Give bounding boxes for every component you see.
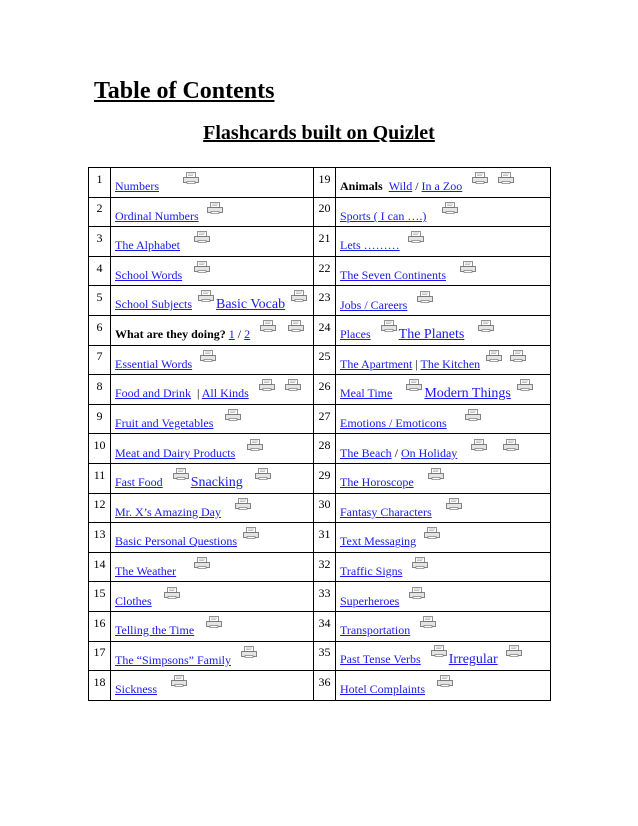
topic-number — [314, 434, 336, 464]
topic-number — [314, 641, 336, 671]
print-icon[interactable] — [431, 645, 447, 657]
topic-number — [314, 582, 336, 612]
table-row — [89, 286, 551, 316]
topic-number — [314, 197, 336, 227]
topic-link-text-messaging[interactable]: Text Messaging — [340, 534, 417, 549]
topic-cell-content — [115, 475, 273, 489]
topic-number — [314, 404, 336, 434]
table-row — [89, 256, 551, 286]
print-icon[interactable] — [259, 379, 275, 391]
topic-cell — [336, 227, 551, 257]
table-row — [89, 493, 551, 523]
topic-cell-content — [115, 534, 261, 548]
topic-cell-content — [340, 386, 535, 400]
topic-number — [89, 463, 111, 493]
topic-number — [89, 345, 111, 375]
topic-cell-content — [340, 268, 478, 282]
topic-link-the-kitchen[interactable]: The Kitchen — [420, 356, 481, 371]
topic-link-1[interactable]: 1 — [228, 327, 235, 342]
topic-link-hotel-complaints[interactable]: Hotel Complaints — [340, 682, 425, 697]
topic-number-text: 11 — [93, 467, 106, 482]
topic-number — [89, 611, 111, 641]
topic-link-transportation[interactable]: Transportation — [340, 623, 411, 638]
print-icon[interactable] — [225, 409, 241, 421]
topic-link-places[interactable]: Places — [340, 326, 371, 341]
topic-link-basic-personal-questions[interactable]: Basic Personal Questions — [115, 534, 237, 549]
topic-number-text: 6 — [96, 319, 103, 334]
topic-cell — [336, 582, 551, 612]
topic-number-text: 4 — [96, 260, 103, 275]
topic-number-text: 7 — [96, 349, 103, 364]
topic-cell-content — [115, 594, 182, 608]
topic-cell-content — [115, 682, 189, 696]
topic-cell-content — [115, 209, 225, 223]
topic-cell — [111, 434, 314, 464]
topic-number-text: 8 — [96, 378, 103, 393]
print-icon[interactable] — [194, 231, 210, 243]
separator-text: / — [234, 327, 245, 342]
topic-number — [314, 463, 336, 493]
topic-number — [89, 286, 111, 316]
topic-number-text: 17 — [93, 645, 106, 660]
topic-cell-content — [115, 653, 259, 667]
topic-link-numbers[interactable]: Numbers — [115, 179, 159, 194]
topic-cell — [336, 256, 551, 286]
table-row — [89, 582, 551, 612]
topic-link-lets[interactable]: Lets ……… — [340, 238, 400, 253]
topic-link-in-a-zoo[interactable]: In a Zoo — [421, 179, 463, 194]
topic-link-the-weather[interactable]: The Weather — [115, 564, 177, 579]
topic-number — [314, 168, 336, 198]
topic-number — [89, 493, 111, 523]
print-icon[interactable] — [446, 498, 462, 510]
topic-cell — [336, 375, 551, 405]
topic-number-text: 13 — [93, 526, 106, 541]
topic-number — [89, 197, 111, 227]
topic-number — [314, 375, 336, 405]
print-icon[interactable] — [200, 350, 216, 362]
topic-cell-content — [115, 238, 212, 252]
topic-number — [314, 671, 336, 701]
print-icon[interactable] — [171, 675, 187, 687]
print-icon[interactable] — [503, 439, 519, 451]
topic-number-text: 3 — [96, 230, 103, 245]
topic-heading: What are they doing? — [115, 327, 226, 342]
table-row — [89, 168, 551, 198]
topic-number — [89, 168, 111, 198]
print-icon[interactable] — [381, 320, 397, 332]
topic-cell — [111, 375, 314, 405]
topic-link-school-words[interactable]: School Words — [115, 268, 183, 283]
topic-cell — [336, 286, 551, 316]
topic-number-text: 35 — [318, 645, 331, 660]
topic-cell-content — [340, 534, 442, 548]
topic-number-text: 12 — [93, 497, 106, 512]
topic-number-text: 1 — [96, 171, 103, 186]
table-row — [89, 404, 551, 434]
topic-number — [314, 523, 336, 553]
print-icon[interactable] — [173, 468, 189, 480]
topic-number-text: 5 — [96, 290, 103, 305]
topic-cell — [111, 463, 314, 493]
print-icon[interactable] — [260, 320, 276, 332]
table-row — [89, 197, 551, 227]
topic-number-text: 23 — [318, 290, 331, 305]
topic-link-past-tense-verbs[interactable]: Past Tense Verbs — [340, 652, 421, 667]
topic-cell — [111, 227, 314, 257]
topic-cell — [336, 434, 551, 464]
print-icon[interactable] — [243, 527, 259, 539]
topic-cell — [336, 345, 551, 375]
topic-heading: Animals — [340, 179, 383, 194]
topic-number — [314, 227, 336, 257]
topic-number — [89, 375, 111, 405]
topic-link-jobs-careers[interactable]: Jobs / Careers — [340, 297, 408, 312]
print-icon[interactable] — [517, 379, 533, 391]
topic-number-text: 16 — [93, 615, 106, 630]
topic-cell-content — [340, 298, 435, 312]
topic-cell — [336, 463, 551, 493]
topic-number-text: 25 — [318, 349, 331, 364]
topic-cell — [111, 315, 314, 345]
topic-number — [314, 552, 336, 582]
topic-link-ordinal-numbers[interactable]: Ordinal Numbers — [115, 208, 199, 223]
table-row — [89, 523, 551, 553]
topic-number — [89, 671, 111, 701]
print-icon[interactable] — [198, 290, 214, 302]
separator-text: | — [191, 386, 202, 401]
topic-number-text: 32 — [318, 556, 331, 571]
print-icon[interactable] — [498, 172, 514, 184]
topic-link-the-horoscope[interactable]: The Horoscope — [340, 475, 414, 490]
topic-cell — [111, 611, 314, 641]
topic-link-the-alphabet[interactable]: The Alphabet — [115, 238, 180, 253]
separator-text: / — [412, 179, 422, 194]
print-icon[interactable] — [241, 646, 257, 658]
print-icon[interactable] — [478, 320, 494, 332]
topic-link-telling-the-time[interactable]: Telling the Time — [115, 623, 195, 638]
separator-text: / — [391, 445, 401, 460]
topic-link-fruit-and-vegetables[interactable]: Fruit and Vegetables — [115, 416, 214, 431]
contents-table-body — [89, 168, 551, 701]
topic-cell-content — [340, 327, 496, 341]
topic-cell — [336, 197, 551, 227]
topic-cell-content — [115, 446, 265, 460]
table-row — [89, 434, 551, 464]
topic-number — [314, 256, 336, 286]
topic-link-wild[interactable]: Wild — [388, 179, 413, 194]
print-icon[interactable] — [291, 290, 307, 302]
topic-cell-content — [115, 623, 224, 637]
topic-cell — [111, 552, 314, 582]
topic-number — [89, 552, 111, 582]
topic-link-meat-and-dairy-products[interactable]: Meat and Dairy Products — [115, 445, 236, 460]
topic-cell — [336, 671, 551, 701]
topic-cell-content — [115, 505, 253, 519]
topic-link-food-and-drink[interactable]: Food and Drink — [115, 386, 191, 401]
topic-link-fast-food[interactable]: Fast Food — [115, 474, 163, 489]
topic-number-text: 21 — [318, 230, 331, 245]
contents-table — [88, 167, 551, 701]
topic-number — [314, 611, 336, 641]
topic-link-sickness[interactable]: Sickness — [115, 682, 157, 697]
separator-text: | — [412, 356, 421, 371]
topic-cell-content — [340, 682, 455, 696]
print-icon[interactable] — [406, 379, 422, 391]
topic-number-text: 14 — [93, 556, 106, 571]
print-icon[interactable] — [465, 409, 481, 421]
topic-number-text: 28 — [318, 438, 331, 453]
table-row — [89, 641, 551, 671]
topic-cell-content — [340, 446, 521, 460]
topic-number-text: 31 — [318, 526, 331, 541]
topic-link-the-beach[interactable]: The Beach — [340, 445, 392, 460]
table-row — [89, 463, 551, 493]
topic-cell-content — [115, 297, 309, 311]
print-icon[interactable] — [183, 172, 199, 184]
print-icon[interactable] — [285, 379, 301, 391]
topic-number — [89, 434, 111, 464]
topic-link-the-apartment[interactable]: The Apartment — [340, 356, 413, 371]
topic-number-text: 22 — [318, 260, 331, 275]
topic-cell-content — [115, 386, 303, 400]
topic-cell-content — [340, 594, 427, 608]
topic-link-clothes[interactable]: Clothes — [115, 593, 152, 608]
print-icon[interactable] — [417, 291, 433, 303]
topic-cell — [336, 315, 551, 345]
topic-link-snacking[interactable]: Snacking — [190, 474, 243, 490]
topic-number — [89, 227, 111, 257]
print-icon[interactable] — [506, 645, 522, 657]
topic-number — [314, 315, 336, 345]
print-icon[interactable] — [460, 261, 476, 273]
topic-number-text: 20 — [318, 201, 331, 216]
print-icon[interactable] — [408, 231, 424, 243]
topic-cell-content — [340, 209, 460, 223]
topic-number — [89, 523, 111, 553]
print-icon[interactable] — [194, 557, 210, 569]
topic-cell — [111, 404, 314, 434]
topic-cell — [111, 671, 314, 701]
topic-number-text: 34 — [318, 615, 331, 630]
topic-cell — [336, 493, 551, 523]
topic-link-meal-time[interactable]: Meal Time — [340, 385, 393, 400]
topic-link-the-seven-continents[interactable]: The Seven Continents — [340, 268, 446, 283]
topic-number-text: 30 — [318, 497, 331, 512]
topic-link-basic-vocab[interactable]: Basic Vocab — [216, 297, 286, 313]
topic-cell — [111, 286, 314, 316]
topic-number-text: 19 — [318, 171, 331, 186]
topic-number-text: 29 — [318, 467, 331, 482]
table-row — [89, 315, 551, 345]
topic-link-on-holiday[interactable]: On Holiday — [400, 445, 458, 460]
table-row — [89, 552, 551, 582]
table-row — [89, 227, 551, 257]
page-title: Table of Contents — [94, 78, 275, 104]
topic-link-2[interactable]: 2 — [244, 327, 251, 342]
print-icon[interactable] — [194, 261, 210, 273]
topic-number — [89, 582, 111, 612]
print-icon[interactable] — [412, 557, 428, 569]
topic-cell-content — [340, 564, 430, 578]
table-row — [89, 375, 551, 405]
topic-number-text: 33 — [318, 586, 331, 601]
topic-number — [89, 404, 111, 434]
print-icon[interactable] — [288, 320, 304, 332]
print-icon[interactable] — [255, 468, 271, 480]
print-icon[interactable] — [428, 468, 444, 480]
topic-link-sports-i-can[interactable]: Sports ( I can ….) — [340, 208, 427, 223]
topic-link-superheroes[interactable]: Superheroes — [340, 593, 400, 608]
topic-cell — [111, 641, 314, 671]
topic-cell-content — [115, 564, 212, 578]
topic-cell — [336, 523, 551, 553]
topic-number — [89, 315, 111, 345]
topic-cell-content — [340, 652, 524, 666]
table-row — [89, 611, 551, 641]
topic-cell — [111, 345, 314, 375]
topic-cell-content — [115, 268, 212, 282]
topic-cell-content — [340, 475, 446, 489]
topic-cell — [111, 197, 314, 227]
print-icon[interactable] — [235, 498, 251, 510]
print-icon[interactable] — [247, 439, 263, 451]
topic-cell — [336, 552, 551, 582]
print-icon[interactable] — [207, 202, 223, 214]
print-icon[interactable] — [510, 350, 526, 362]
print-icon[interactable] — [164, 587, 180, 599]
topic-number-text: 24 — [318, 319, 331, 334]
topic-cell-content — [340, 238, 426, 252]
topic-cell-content — [340, 623, 438, 637]
topic-number-text: 9 — [96, 408, 103, 423]
topic-cell — [111, 523, 314, 553]
topic-link-mr-x-s-amazing-day[interactable]: Mr. X’s Amazing Day — [115, 504, 221, 519]
print-icon[interactable] — [409, 587, 425, 599]
topic-cell-content — [340, 179, 516, 193]
topic-link-traffic-signs[interactable]: Traffic Signs — [340, 564, 403, 579]
topic-cell — [111, 256, 314, 286]
topic-number-text: 2 — [96, 201, 103, 216]
print-icon[interactable] — [486, 350, 502, 362]
topic-cell-content — [115, 416, 243, 430]
topic-link-modern-things[interactable]: Modern Things — [424, 385, 511, 401]
print-icon[interactable] — [471, 439, 487, 451]
topic-cell — [111, 168, 314, 198]
topic-number — [89, 641, 111, 671]
print-icon[interactable] — [420, 616, 436, 628]
page-subtitle: Flashcards built on Quizlet — [203, 122, 435, 144]
topic-cell-content — [340, 416, 483, 430]
topic-number-text: 18 — [93, 674, 106, 689]
topic-cell-content — [340, 505, 464, 519]
topic-number — [314, 493, 336, 523]
topic-link-school-subjects[interactable]: School Subjects — [115, 297, 192, 312]
topic-cell-content — [340, 357, 528, 371]
topic-link-essential-words[interactable]: Essential Words — [115, 356, 193, 371]
topic-number-text: 27 — [318, 408, 331, 423]
print-icon[interactable] — [424, 527, 440, 539]
topic-cell — [336, 404, 551, 434]
topic-cell — [111, 582, 314, 612]
topic-number — [314, 286, 336, 316]
topic-link-irregular[interactable]: Irregular — [448, 652, 498, 668]
topic-link-the-simpsons-family[interactable]: The “Simpsons” Family — [115, 652, 231, 667]
topic-number-text: 10 — [93, 438, 106, 453]
topic-cell-content — [115, 327, 306, 341]
topic-cell-content — [115, 179, 201, 193]
topic-cell — [336, 641, 551, 671]
topic-cell — [336, 168, 551, 198]
topic-number-text: 15 — [93, 586, 106, 601]
print-icon[interactable] — [206, 616, 222, 628]
table-row — [89, 671, 551, 701]
print-icon[interactable] — [472, 172, 488, 184]
topic-cell — [111, 493, 314, 523]
topic-link-fantasy-characters[interactable]: Fantasy Characters — [340, 504, 432, 519]
print-icon[interactable] — [437, 675, 453, 687]
topic-number — [314, 345, 336, 375]
topic-cell — [336, 611, 551, 641]
topic-link-the-planets[interactable]: The Planets — [398, 326, 465, 342]
topic-link-emotions-emoticons[interactable]: Emotions / Emoticons — [340, 416, 447, 431]
topic-number-text: 36 — [318, 674, 331, 689]
print-icon[interactable] — [442, 202, 458, 214]
topic-cell-content — [115, 357, 218, 371]
topic-link-all-kinds[interactable]: All Kinds — [201, 386, 249, 401]
topic-number-text: 26 — [318, 378, 331, 393]
table-row — [89, 345, 551, 375]
topic-number — [89, 256, 111, 286]
